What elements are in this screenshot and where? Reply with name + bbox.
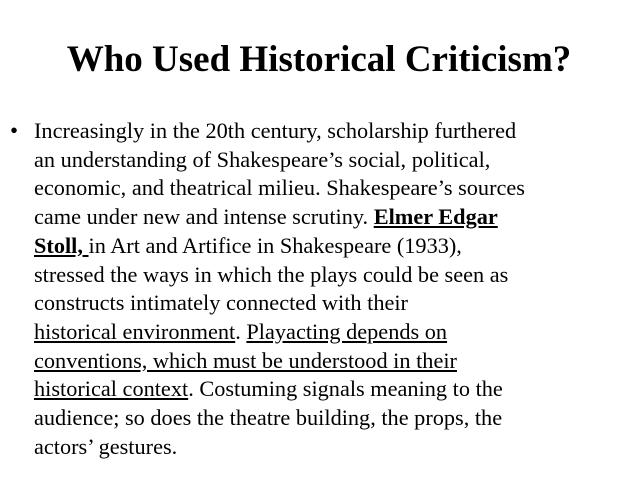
- bullet-marker: •: [10, 118, 19, 143]
- text-segment: actors’ gestures.: [34, 433, 178, 459]
- text-line: [34, 232, 628, 261]
- text-segment: an understanding of Shakespeare’s social, political,: [34, 146, 491, 172]
- underlined-phrase: Playacting depends on: [246, 318, 448, 344]
- slide-title: Who Used Historical Criticism?: [66, 39, 572, 80]
- text-line: [34, 347, 628, 376]
- text-line: [34, 375, 628, 404]
- text-segment: audience; so does the theatre building, the props, the: [34, 405, 503, 431]
- text-segment: Increasingly in the 20th century, scholarship furthered: [34, 118, 517, 143]
- text-line: [34, 289, 628, 318]
- bullet-text: [34, 117, 628, 461]
- text-line: [34, 146, 628, 175]
- underlined-phrase: conventions, which must be understood in their: [34, 347, 457, 373]
- text-line: [34, 318, 628, 347]
- text-line: [34, 433, 628, 462]
- emphasized-name: Stoll,: [34, 232, 89, 258]
- text-line: [34, 261, 628, 290]
- underlined-phrase: historical context: [34, 376, 189, 402]
- text-segment: stressed the ways in which the plays could be seen as: [34, 261, 509, 287]
- text-segment: .: [235, 318, 247, 344]
- text-line: [34, 174, 628, 203]
- text-segment: economic, and theatrical milieu. Shakespeare’s sources: [34, 175, 525, 201]
- text-segment: came under new and intense scrutiny.: [34, 204, 374, 230]
- text-line: [34, 203, 628, 232]
- text-segment: . Costuming signals meaning to the: [188, 376, 503, 402]
- text-segment: in Art and Artifice in Shakespeare (1933),: [88, 232, 462, 258]
- text-line: [34, 117, 628, 146]
- text-segment: constructs intimately connected with their: [34, 290, 408, 316]
- underlined-phrase: historical environment: [34, 318, 236, 344]
- emphasized-name: Elmer Edgar: [373, 204, 498, 230]
- text-line: [34, 404, 628, 433]
